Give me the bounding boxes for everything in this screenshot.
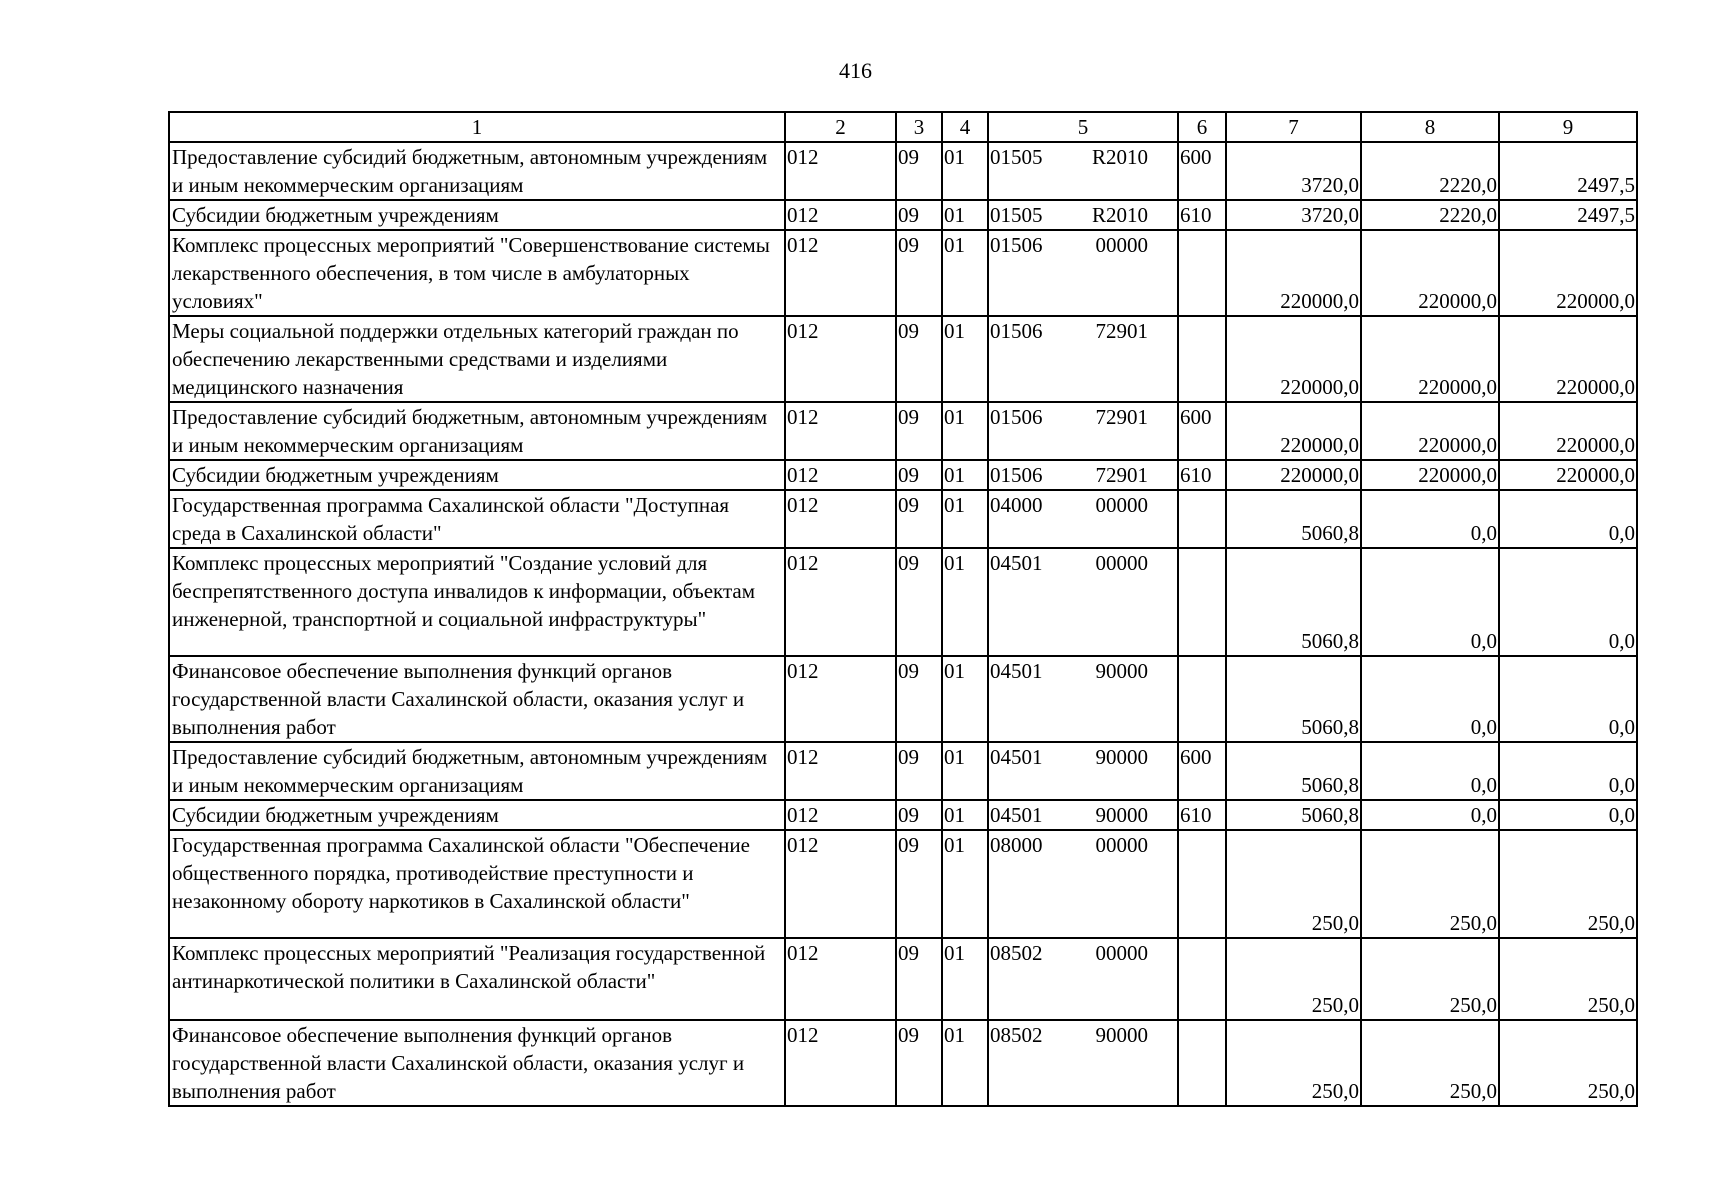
amount-col7-cell: 220000,0 (1226, 460, 1361, 490)
subsection-code-cell: 01 (942, 316, 988, 402)
amount-col9-cell: 2497,5 (1499, 142, 1637, 200)
amount-col7-cell: 5060,8 (1226, 490, 1361, 548)
subsection-code-cell: 01 (942, 142, 988, 200)
row-name-cell: Предоставление субсидий бюджетным, автономным учреждениям и иным некоммерческим организациям (169, 142, 785, 200)
ministry-code-cell: 012 (785, 742, 896, 800)
target-article-parts (990, 201, 1176, 229)
amount-col8-cell: 0,0 (1361, 548, 1499, 656)
target-article-parts (990, 317, 1176, 345)
row-name-cell: Финансовое обеспечение выполнения функций органов государственной власти Сахалинской области, оказания услуг и выполнения работ (169, 656, 785, 742)
program-code: 08000 (990, 833, 1043, 857)
row-name-cell: Комплекс процессных мероприятий "Реализация государственной антинаркотической политики в Сахалинской области" (169, 938, 785, 1020)
column-header: 4 (942, 112, 988, 142)
subsection-code-cell: 01 (942, 402, 988, 460)
amount-col7-cell: 5060,8 (1226, 800, 1361, 830)
table-row (169, 316, 1637, 402)
amount-col7-cell: 250,0 (1226, 830, 1361, 938)
target-article-parts (990, 461, 1176, 489)
amount-col9-cell: 250,0 (1499, 830, 1637, 938)
table-row (169, 938, 1637, 1020)
section-code-cell: 09 (896, 402, 942, 460)
subsection-code-cell: 01 (942, 938, 988, 1020)
amount-col7-cell: 5060,8 (1226, 742, 1361, 800)
target-article-parts (990, 801, 1176, 829)
table-row (169, 200, 1637, 230)
table-row (169, 800, 1637, 830)
program-code: 04501 (990, 803, 1043, 827)
direction-code: R2010 (1091, 145, 1148, 169)
target-article-cell (988, 656, 1178, 742)
row-name-cell: Субсидии бюджетным учреждениям (169, 800, 785, 830)
amount-col9-cell: 220000,0 (1499, 316, 1637, 402)
ministry-code-cell: 012 (785, 656, 896, 742)
table-row (169, 142, 1637, 200)
column-header: 3 (896, 112, 942, 142)
section-code-cell: 09 (896, 460, 942, 490)
target-article-cell (988, 830, 1178, 938)
amount-col9-cell: 220000,0 (1499, 402, 1637, 460)
expense-type-cell (1178, 230, 1226, 316)
table-row (169, 490, 1637, 548)
column-header: 2 (785, 112, 896, 142)
target-article-parts (990, 143, 1176, 171)
program-code: 01505 (990, 203, 1043, 227)
target-article-parts (990, 743, 1176, 771)
direction-code: 90000 (1095, 745, 1148, 769)
direction-code: 00000 (1095, 233, 1148, 257)
section-code-cell: 09 (896, 200, 942, 230)
amount-col9-cell: 250,0 (1499, 938, 1637, 1020)
amount-col8-cell: 0,0 (1361, 742, 1499, 800)
ministry-code-cell: 012 (785, 142, 896, 200)
section-code-cell: 09 (896, 656, 942, 742)
amount-col8-cell: 2220,0 (1361, 142, 1499, 200)
amount-col8-cell: 220000,0 (1361, 402, 1499, 460)
program-code: 01506 (990, 319, 1043, 343)
budget-table (168, 111, 1638, 1107)
amount-col9-cell: 250,0 (1499, 1020, 1637, 1106)
table-row (169, 548, 1637, 656)
column-header: 6 (1178, 112, 1226, 142)
expense-type-cell: 610 (1178, 800, 1226, 830)
subsection-code-cell: 01 (942, 548, 988, 656)
program-code: 01505 (990, 145, 1043, 169)
section-code-cell: 09 (896, 230, 942, 316)
amount-col9-cell: 0,0 (1499, 800, 1637, 830)
expense-type-cell: 610 (1178, 200, 1226, 230)
target-article-parts (990, 491, 1176, 519)
column-header: 1 (169, 112, 785, 142)
target-article-cell (988, 800, 1178, 830)
section-code-cell: 09 (896, 742, 942, 800)
amount-col8-cell: 0,0 (1361, 490, 1499, 548)
target-article-parts (990, 231, 1176, 259)
column-header: 9 (1499, 112, 1637, 142)
target-article-cell (988, 402, 1178, 460)
table-row (169, 230, 1637, 316)
subsection-code-cell: 01 (942, 460, 988, 490)
amount-col8-cell: 250,0 (1361, 1020, 1499, 1106)
subsection-code-cell: 01 (942, 200, 988, 230)
program-code: 04501 (990, 745, 1043, 769)
direction-code: 72901 (1095, 319, 1148, 343)
amount-col8-cell: 220000,0 (1361, 460, 1499, 490)
direction-code: 72901 (1095, 463, 1148, 487)
target-article-parts (990, 939, 1176, 967)
program-code: 08502 (990, 1023, 1043, 1047)
table-row (169, 1020, 1637, 1106)
section-code-cell: 09 (896, 142, 942, 200)
amount-col9-cell: 0,0 (1499, 742, 1637, 800)
ministry-code-cell: 012 (785, 830, 896, 938)
subsection-code-cell: 01 (942, 800, 988, 830)
target-article-cell (988, 490, 1178, 548)
row-name-cell: Субсидии бюджетным учреждениям (169, 460, 785, 490)
amount-col9-cell: 2497,5 (1499, 200, 1637, 230)
header-row (169, 112, 1637, 142)
program-code: 01506 (990, 463, 1043, 487)
expense-type-cell (1178, 830, 1226, 938)
table-row (169, 830, 1637, 938)
amount-col7-cell: 250,0 (1226, 938, 1361, 1020)
amount-col7-cell: 5060,8 (1226, 548, 1361, 656)
row-name-cell: Комплекс процессных мероприятий "Совершенствование системы лекарственного обеспечения, в том числе в амбулаторных условиях" (169, 230, 785, 316)
ministry-code-cell: 012 (785, 402, 896, 460)
expense-type-cell: 600 (1178, 742, 1226, 800)
target-article-cell (988, 460, 1178, 490)
amount-col8-cell: 0,0 (1361, 800, 1499, 830)
direction-code: 00000 (1095, 551, 1148, 575)
target-article-cell (988, 316, 1178, 402)
direction-code: 90000 (1095, 659, 1148, 683)
direction-code: 90000 (1095, 803, 1148, 827)
page-number: 416 (839, 58, 872, 83)
target-article-parts (990, 657, 1176, 685)
ministry-code-cell: 012 (785, 200, 896, 230)
amount-col7-cell: 3720,0 (1226, 142, 1361, 200)
direction-code: 00000 (1095, 941, 1148, 965)
program-code: 04501 (990, 659, 1043, 683)
target-article-cell (988, 230, 1178, 316)
target-article-parts (990, 403, 1176, 431)
program-code: 04501 (990, 551, 1043, 575)
target-article-cell (988, 938, 1178, 1020)
subsection-code-cell: 01 (942, 490, 988, 548)
amount-col7-cell: 5060,8 (1226, 656, 1361, 742)
expense-type-cell: 600 (1178, 142, 1226, 200)
target-article-parts (990, 831, 1176, 859)
table-header (169, 112, 1637, 142)
section-code-cell: 09 (896, 830, 942, 938)
section-code-cell: 09 (896, 800, 942, 830)
amount-col7-cell: 220000,0 (1226, 230, 1361, 316)
ministry-code-cell: 012 (785, 230, 896, 316)
direction-code: 00000 (1095, 833, 1148, 857)
row-name-cell: Государственная программа Сахалинской области "Доступная среда в Сахалинской области" (169, 490, 785, 548)
target-article-parts (990, 1021, 1176, 1049)
amount-col9-cell: 0,0 (1499, 490, 1637, 548)
column-header: 7 (1226, 112, 1361, 142)
subsection-code-cell: 01 (942, 656, 988, 742)
direction-code: R2010 (1091, 203, 1148, 227)
section-code-cell: 09 (896, 316, 942, 402)
target-article-cell (988, 548, 1178, 656)
amount-col8-cell: 0,0 (1361, 656, 1499, 742)
subsection-code-cell: 01 (942, 830, 988, 938)
column-header: 8 (1361, 112, 1499, 142)
expense-type-cell (1178, 938, 1226, 1020)
amount-col8-cell: 250,0 (1361, 938, 1499, 1020)
ministry-code-cell: 012 (785, 548, 896, 656)
expense-type-cell (1178, 490, 1226, 548)
amount-col7-cell: 3720,0 (1226, 200, 1361, 230)
table-row (169, 742, 1637, 800)
amount-col8-cell: 2220,0 (1361, 200, 1499, 230)
target-article-cell (988, 742, 1178, 800)
direction-code: 90000 (1095, 1023, 1148, 1047)
amount-col9-cell: 0,0 (1499, 656, 1637, 742)
amount-col7-cell: 250,0 (1226, 1020, 1361, 1106)
section-code-cell: 09 (896, 938, 942, 1020)
amount-col9-cell: 220000,0 (1499, 460, 1637, 490)
section-code-cell: 09 (896, 548, 942, 656)
section-code-cell: 09 (896, 490, 942, 548)
ministry-code-cell: 012 (785, 316, 896, 402)
subsection-code-cell: 01 (942, 742, 988, 800)
ministry-code-cell: 012 (785, 938, 896, 1020)
row-name-cell: Субсидии бюджетным учреждениям (169, 200, 785, 230)
section-code-cell: 09 (896, 1020, 942, 1106)
target-article-cell (988, 200, 1178, 230)
expense-type-cell (1178, 656, 1226, 742)
row-name-cell: Государственная программа Сахалинской области "Обеспечение общественного порядка, противодействие преступности и незаконному обороту наркотиков в Сахалинской области" (169, 830, 785, 938)
expense-type-cell: 610 (1178, 460, 1226, 490)
program-code: 04000 (990, 493, 1043, 517)
amount-col7-cell: 220000,0 (1226, 316, 1361, 402)
target-article-cell (988, 142, 1178, 200)
table-row (169, 460, 1637, 490)
ministry-code-cell: 012 (785, 1020, 896, 1106)
column-header: 5 (988, 112, 1178, 142)
target-article-parts (990, 549, 1176, 577)
program-code: 08502 (990, 941, 1043, 965)
ministry-code-cell: 012 (785, 490, 896, 548)
expense-type-cell (1178, 548, 1226, 656)
row-name-cell: Комплекс процессных мероприятий "Создание условий для беспрепятственного доступа инвалидов к информации, объектам инженерной, транспортной и социальной инфраструктуры" (169, 548, 785, 656)
expense-type-cell (1178, 316, 1226, 402)
program-code: 01506 (990, 233, 1043, 257)
row-name-cell: Меры социальной поддержки отдельных категорий граждан по обеспечению лекарственными средствами и изделиями медицинского назначения (169, 316, 785, 402)
table-row (169, 402, 1637, 460)
row-name-cell: Предоставление субсидий бюджетным, автономным учреждениям и иным некоммерческим организациям (169, 742, 785, 800)
row-name-cell: Предоставление субсидий бюджетным, автономным учреждениям и иным некоммерческим организациям (169, 402, 785, 460)
amount-col8-cell: 250,0 (1361, 830, 1499, 938)
ministry-code-cell: 012 (785, 800, 896, 830)
amount-col8-cell: 220000,0 (1361, 316, 1499, 402)
amount-col9-cell: 0,0 (1499, 548, 1637, 656)
direction-code: 72901 (1095, 405, 1148, 429)
direction-code: 00000 (1095, 493, 1148, 517)
amount-col9-cell: 220000,0 (1499, 230, 1637, 316)
subsection-code-cell: 01 (942, 1020, 988, 1106)
table-body (169, 142, 1637, 1106)
expense-type-cell: 600 (1178, 402, 1226, 460)
row-name-cell: Финансовое обеспечение выполнения функций органов государственной власти Сахалинской области, оказания услуг и выполнения работ (169, 1020, 785, 1106)
subsection-code-cell: 01 (942, 230, 988, 316)
ministry-code-cell: 012 (785, 460, 896, 490)
expense-type-cell (1178, 1020, 1226, 1106)
target-article-cell (988, 1020, 1178, 1106)
program-code: 01506 (990, 405, 1043, 429)
table-row (169, 656, 1637, 742)
amount-col7-cell: 220000,0 (1226, 402, 1361, 460)
amount-col8-cell: 220000,0 (1361, 230, 1499, 316)
